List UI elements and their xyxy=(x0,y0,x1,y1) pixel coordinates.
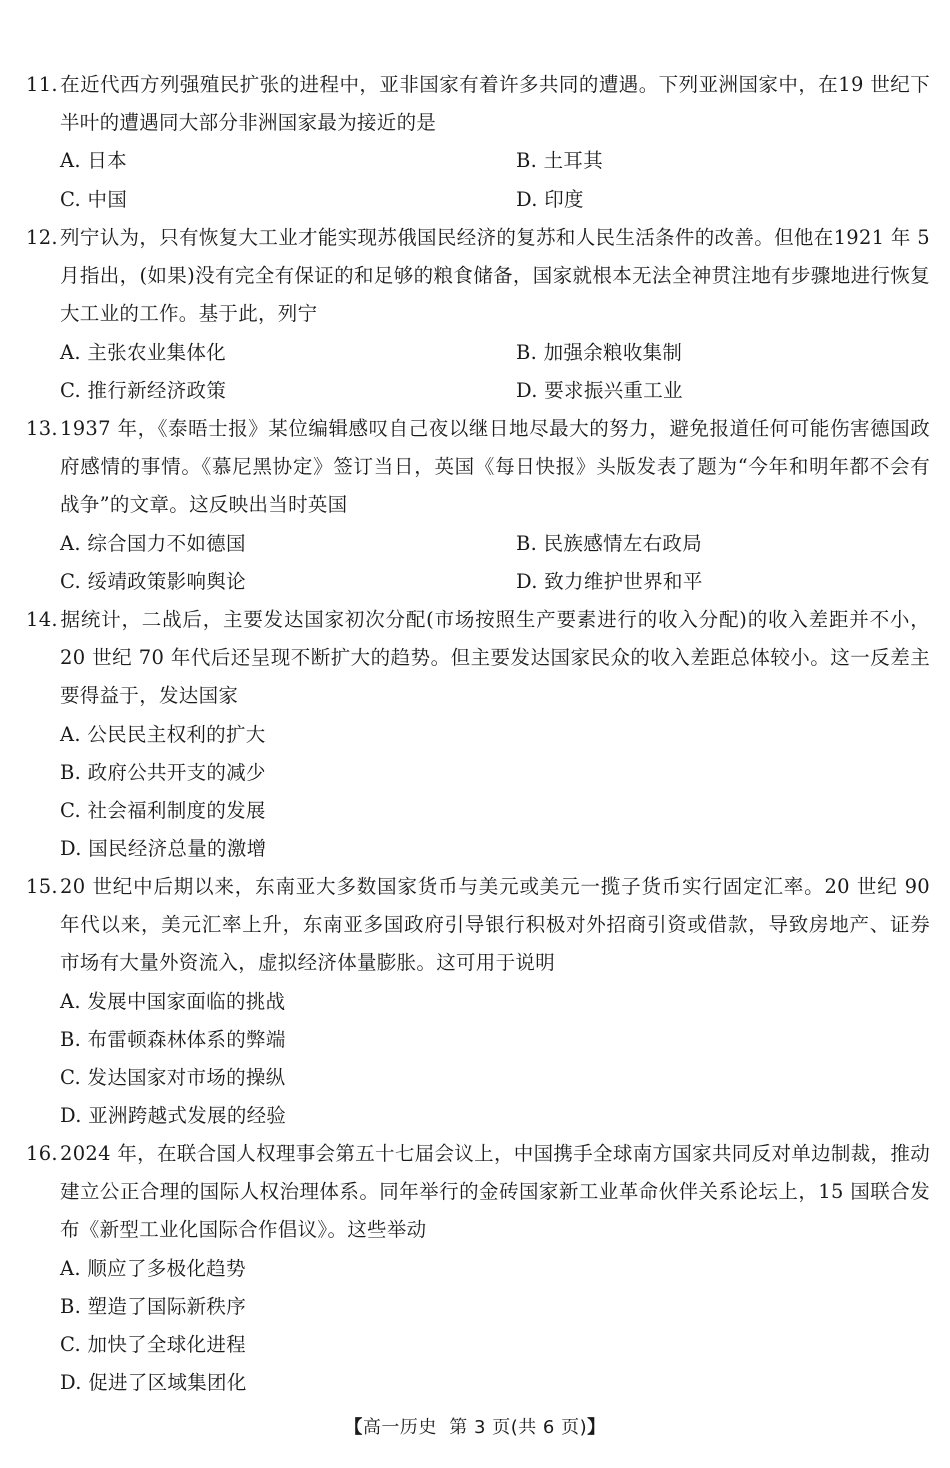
option-c: C. 社会福利制度的发展 xyxy=(60,799,266,823)
question-text: 列宁认为，只有恢复大工业才能实现苏俄国民经济的复苏和人民生活条件的改善。但他在1921 年 5 月指出，(如果)没有完全有保证的和足够的粮食储备，国家就根本无法全神贯注地有步骤地进行恢复大工业的工作。基于此，列宁 xyxy=(60,226,930,326)
option-c: C. 中国 xyxy=(60,187,128,211)
option-d: D. 亚洲跨越式发展的经验 xyxy=(60,1104,287,1128)
option-c: C. 加快了全球化进程 xyxy=(60,1333,246,1357)
question-15 xyxy=(26,868,930,1135)
question-number: 12. xyxy=(26,226,58,249)
option-a: A. 顺应了多极化趋势 xyxy=(60,1256,246,1280)
option-c: C. 绥靖政策影响舆论 xyxy=(60,569,246,593)
question-13 xyxy=(26,410,930,601)
question-text: 在近代西方列强殖民扩张的进程中，亚非国家有着许多共同的遭遇。下列亚洲国家中，在19 世纪下半叶的遭遇同大部分非洲国家最为接近的是 xyxy=(60,73,930,135)
option-b: B. 土耳其 xyxy=(516,149,604,173)
question-text: 1937 年，《泰晤士报》某位编辑感叹自己夜以继日地尽最大的努力，避免报道任何可能伤害德国政府感情的事情。《慕尼黑协定》签订当日，英国《每日快报》头版发表了题为“今年和明年都不会有战争”的文章。这反映出当时英国 xyxy=(60,417,930,517)
option-b: B. 政府公共开支的减少 xyxy=(60,760,266,784)
option-d: D. 致力维护世界和平 xyxy=(516,569,703,593)
footer-subject: 高一历史 xyxy=(362,1417,437,1438)
options xyxy=(26,1250,930,1403)
option-d: D. 促进了区域集团化 xyxy=(60,1371,247,1395)
question-stem xyxy=(26,410,930,525)
question-number: 13. xyxy=(26,417,58,440)
options xyxy=(26,525,930,601)
option-c: C. 推行新经济政策 xyxy=(60,378,227,402)
question-14 xyxy=(26,601,930,868)
option-b: B. 塑造了国际新秩序 xyxy=(60,1294,247,1318)
question-16 xyxy=(26,1135,930,1402)
question-stem xyxy=(26,219,930,334)
question-text: 据统计，二战后，主要发达国家初次分配(市场按照生产要素进行的收入分配)的收入差距并不小，20 世纪 70 年代后还呈现不断扩大的趋势。但主要发达国家民众的收入差距总体较小。这一反差主要得益于，发达国家 xyxy=(60,608,930,708)
options xyxy=(26,142,930,218)
question-11 xyxy=(26,66,930,219)
options xyxy=(26,983,930,1136)
footer-close-bracket: 】 xyxy=(587,1417,606,1438)
question-text: 20 世纪中后期以来，东南亚大多数国家货币与美元或美元一揽子货币实行固定汇率。20 世纪 90 年代以来，美元汇率上升，东南亚多国政府引导银行积极对外招商引资或借款，导致房地产、证券市场有大量外资流入，虚拟经济体量膨胀。这可用于说明 xyxy=(60,875,930,975)
question-stem xyxy=(26,1135,930,1250)
page-footer xyxy=(0,1414,950,1442)
option-a: A. 综合国力不如德国 xyxy=(60,531,246,555)
footer-page-info: 第 3 页(共 6 页) xyxy=(449,1417,588,1438)
question-number: 15. xyxy=(26,875,58,898)
option-b: B. 布雷顿森林体系的弊端 xyxy=(60,1027,286,1051)
option-d: D. 印度 xyxy=(516,187,584,211)
footer-open-bracket: 【 xyxy=(344,1417,363,1438)
option-b: B. 民族感情左右政局 xyxy=(516,531,703,555)
question-12 xyxy=(26,219,930,410)
option-a: A. 主张农业集体化 xyxy=(60,340,226,364)
option-c: C. 发达国家对市场的操纵 xyxy=(60,1066,286,1090)
question-number: 11. xyxy=(26,73,58,96)
question-stem xyxy=(26,868,930,983)
options xyxy=(26,334,930,410)
option-a: A. 公民民主权利的扩大 xyxy=(60,722,266,746)
question-number: 14. xyxy=(26,608,58,631)
option-a: A. 发展中国家面临的挑战 xyxy=(60,989,286,1013)
option-d: D. 国民经济总量的激增 xyxy=(60,837,267,861)
question-stem xyxy=(26,66,930,142)
question-text: 2024 年，在联合国人权理事会第五十七届会议上，中国携手全球南方国家共同反对单边制裁，推动建立公正合理的国际人权治理体系。同年举行的金砖国家新工业革命伙伴关系论坛上，15 国联合发布《新型工业化国际合作倡议》。这些举动 xyxy=(60,1142,930,1242)
option-a: A. 日本 xyxy=(60,149,127,173)
options xyxy=(26,716,930,869)
question-number: 16. xyxy=(26,1142,58,1165)
question-stem xyxy=(26,601,930,716)
option-d: D. 要求振兴重工业 xyxy=(516,378,683,402)
option-b: B. 加强余粮收集制 xyxy=(516,340,683,364)
